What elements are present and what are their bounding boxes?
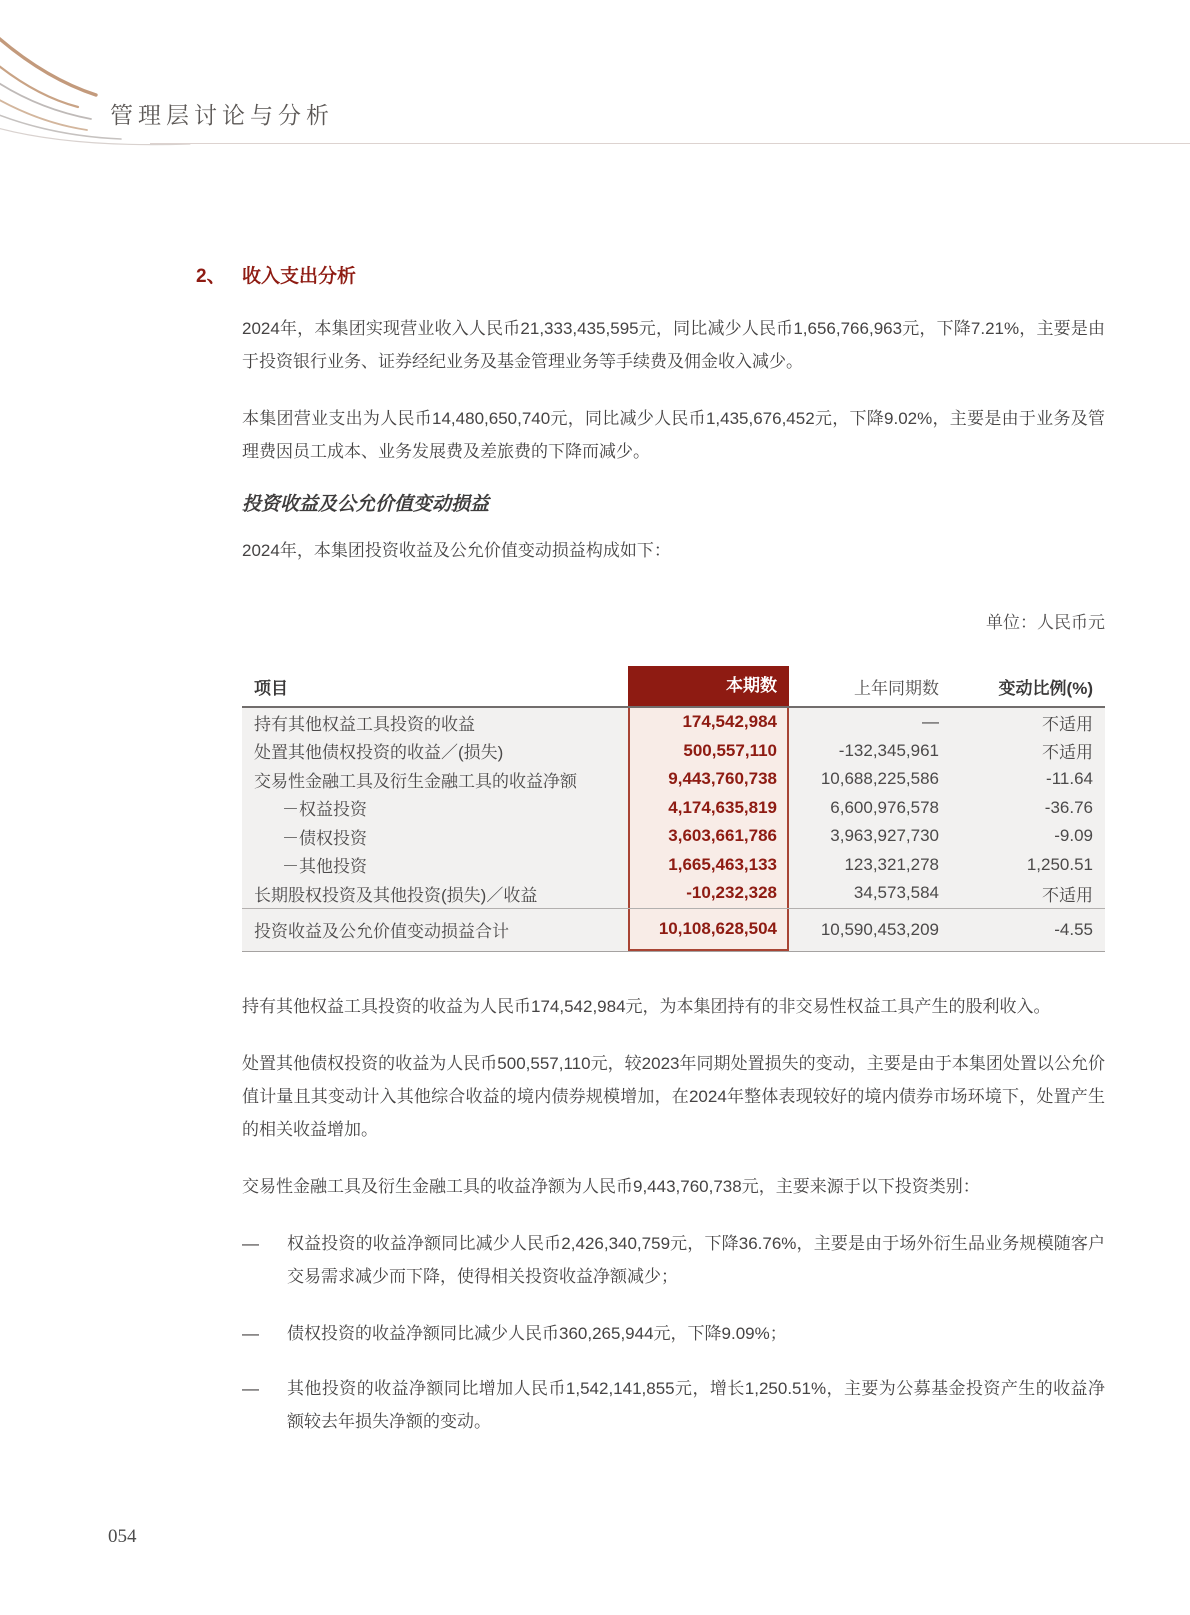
row-current: 4,174,635,819: [628, 794, 789, 823]
total-prior: 10,590,453,209: [820, 919, 939, 939]
row-label: －债权投资: [282, 828, 367, 848]
bullet-item: [242, 1227, 1105, 1293]
table-intro: 2024年，本集团投资收益及公允价值变动损益构成如下：: [242, 541, 671, 560]
table-row: [242, 708, 1105, 737]
table-row: [242, 822, 1105, 851]
paragraph-revenue: 2024年，本集团实现营业收入人民币21,333,435,595元，同比减少人民币1,656,766,963元，下降7.21%，主要是由于投资银行业务、证券经纪业务及基金管理业务等手续费及佣金收入减少。: [242, 319, 1105, 371]
paragraph-expense: 本集团营业支出为人民币14,480,650,740元，同比减少人民币1,435,676,452元，下降9.02%，主要是由于业务及管理费因员工成本、业务发展费及差旅费的下降而减少。: [242, 409, 1105, 461]
bullet-text: 权益投资的收益净额同比减少人民币2,426,340,759元，下降36.76%，主要是由于场外衍生品业务规模随客户交易需求减少而下降，使得相关投资收益净额减少；: [287, 1233, 1105, 1286]
row-change: -36.76: [1044, 797, 1093, 817]
row-change: 不适用: [1042, 743, 1093, 763]
chapter-title: 管理层讨论与分析: [110, 103, 334, 128]
table-total-row: [242, 908, 1105, 952]
row-label: 持有其他权益工具投资的收益: [254, 714, 475, 734]
row-label: 交易性金融工具及衍生金融工具的收益净额: [254, 771, 577, 791]
row-prior: 123,321,278: [844, 854, 939, 874]
bullet-dash: —: [242, 1233, 259, 1253]
col-header-change: 变动比例(%): [998, 678, 1093, 698]
paragraph-trading: 交易性金融工具及衍生金融工具的收益净额为人民币9,443,760,738元，主要来源于以下投资类别：: [242, 1176, 980, 1196]
paragraph-equity-instruments: 持有其他权益工具投资的收益为人民币174,542,984元，为本集团持有的非交易性权益工具产生的股利收入。: [242, 996, 1051, 1016]
table-row: [242, 879, 1105, 908]
unit-note: 单位：人民币元: [986, 613, 1105, 632]
section-heading: [196, 264, 1105, 290]
row-change: 1,250.51: [1026, 854, 1093, 874]
header-divider: [150, 143, 1190, 144]
row-prior: 3,963,927,730: [830, 826, 939, 846]
bullet-item: [242, 1317, 1105, 1350]
section-number: 2、: [196, 266, 226, 287]
row-current: 500,557,110: [628, 737, 789, 766]
row-change: -9.09: [1054, 826, 1093, 846]
total-label: 投资收益及公允价值变动损益合计: [254, 922, 509, 941]
paragraph-debt-disposal: 处置其他债权投资的收益为人民币500,557,110元，较2023年同期处置损失的变动，主要是由于本集团处置以公允价值计量且其变动计入其他综合收益的境内债券规模增加，在2024年整体表现较好的境内债券市场环境下，处置产生的相关收益增加。: [242, 1053, 1105, 1139]
main-content: [196, 264, 1105, 1438]
bullet-dash: —: [242, 1378, 259, 1398]
row-label: －权益投资: [282, 800, 367, 820]
row-change: 不适用: [1042, 714, 1093, 734]
row-prior: 6,600,976,578: [830, 797, 939, 817]
investment-income-table: [242, 666, 1105, 952]
row-prior: —: [922, 712, 939, 732]
row-current: -10,232,328: [628, 879, 789, 908]
bullet-item: [242, 1372, 1105, 1438]
col-header-item: 项目: [254, 678, 288, 698]
row-current: 1,665,463,133: [628, 851, 789, 880]
row-label: －其他投资: [282, 857, 367, 877]
row-prior: -132,345,961: [838, 740, 939, 760]
row-current: 9,443,760,738: [628, 765, 789, 794]
section-title: 收入支出分析: [242, 266, 357, 287]
total-change: -4.55: [1054, 919, 1093, 939]
row-change: 不适用: [1042, 885, 1093, 905]
row-prior: 34,573,584: [853, 883, 939, 903]
page-number: 054: [108, 1526, 137, 1547]
bullet-text: 其他投资的收益净额同比增加人民币1,542,141,855元，增长1,250.51%，主要为公募基金投资产生的收益净额较去年损失净额的变动。: [287, 1378, 1105, 1431]
subsection-title: 投资收益及公允价值变动损益: [242, 494, 490, 515]
table-body: [242, 708, 1105, 908]
col-header-prior: 上年同期数: [854, 678, 939, 698]
row-prior: 10,688,225,586: [820, 769, 939, 789]
decorative-arcs-icon: [0, 0, 240, 160]
row-label: 长期股权投资及其他投资(损失)／收益: [254, 885, 538, 905]
bullet-dash: —: [242, 1323, 259, 1343]
bullet-text: 债权投资的收益净额同比减少人民币360,265,944元，下降9.09%；: [287, 1323, 787, 1343]
total-current: 10,108,628,504: [628, 909, 789, 951]
table-row: [242, 794, 1105, 823]
table-row: [242, 737, 1105, 766]
table-row: [242, 851, 1105, 880]
row-current: 3,603,661,786: [628, 822, 789, 851]
row-current: 174,542,984: [628, 708, 789, 737]
row-change: -11.64: [1046, 769, 1093, 789]
row-label: 处置其他债权投资的收益／(损失): [254, 743, 504, 763]
col-header-current: 本期数: [628, 666, 789, 706]
table-row: [242, 765, 1105, 794]
table-header-row: [242, 666, 1105, 708]
page-header: [0, 0, 1190, 144]
